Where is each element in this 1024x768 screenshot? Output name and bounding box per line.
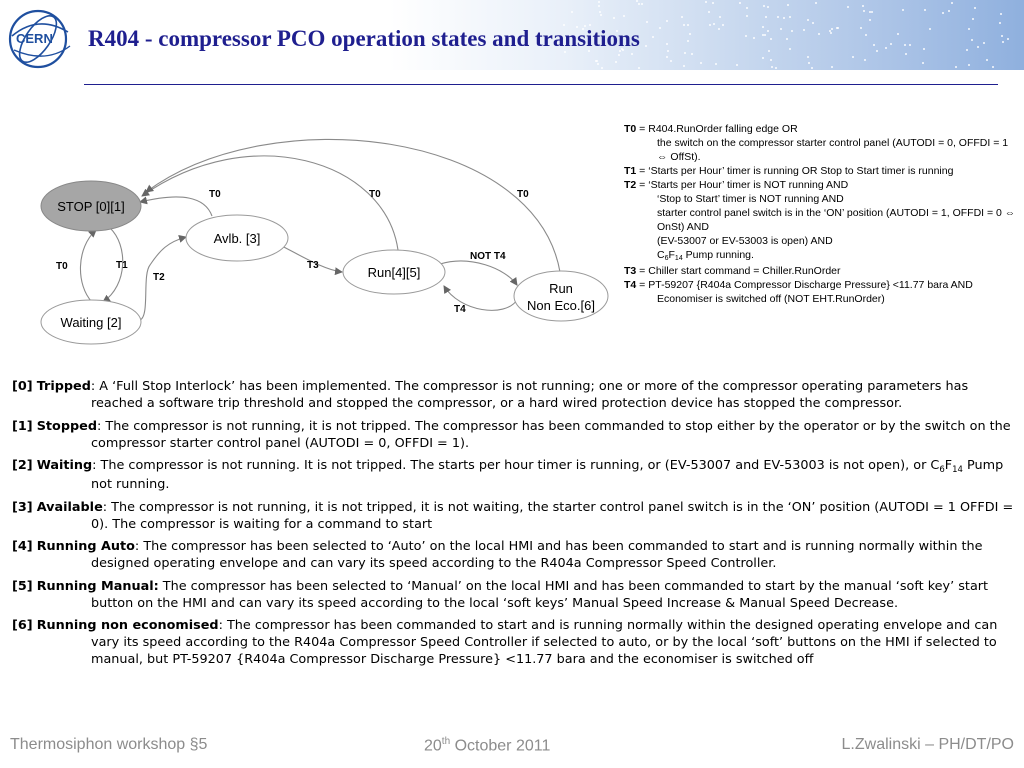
banner-speck <box>955 66 957 68</box>
banner-speck <box>977 46 979 48</box>
banner-speck <box>807 56 809 58</box>
banner-speck <box>666 56 668 58</box>
banner-speck <box>1001 35 1003 37</box>
banner-speck <box>876 50 878 52</box>
def-t4: T4 = PT-59207 {R404a Compressor Discharge Pressure} <11.77 bara AND <box>624 279 973 291</box>
def-t3: T3 = Chiller start command = Chiller.RunOrder <box>624 265 841 277</box>
banner-speck <box>719 16 721 18</box>
banner-speck <box>905 53 907 55</box>
banner-speck <box>708 11 710 13</box>
def-t0: T0 = R404.RunOrder falling edge OR <box>624 123 798 135</box>
banner-speck <box>924 9 926 11</box>
banner-speck <box>771 66 773 68</box>
banner-speck <box>571 11 573 13</box>
def-t1: T1 = ‘Starts per Hour’ timer is running OR Stop to Start timer is running <box>624 165 954 177</box>
banner-speck <box>885 47 887 49</box>
banner-speck <box>746 7 748 9</box>
banner-speck <box>713 23 715 25</box>
banner-speck <box>783 17 785 19</box>
banner-speck <box>873 44 875 46</box>
state-diagram <box>0 100 620 365</box>
banner-speck <box>700 62 702 64</box>
label-t1-stop-waiting: T1 <box>116 260 128 271</box>
banner-speck <box>815 2 817 4</box>
banner-speck <box>615 61 617 63</box>
banner-speck <box>999 22 1001 24</box>
label-t0-run6-stop: T0 <box>517 189 529 200</box>
banner-speck <box>770 59 772 61</box>
banner-speck <box>745 35 747 37</box>
banner-speck <box>836 27 838 29</box>
footer-date: 20th October 2011 <box>424 736 551 755</box>
banner-speck <box>807 19 809 21</box>
banner-speck <box>762 34 764 36</box>
banner-speck <box>971 39 973 41</box>
banner-speck <box>789 16 791 18</box>
banner-speck <box>831 66 833 68</box>
banner-speck <box>762 26 764 28</box>
banner-speck <box>598 1 600 3</box>
banner-speck <box>986 59 988 61</box>
banner-speck <box>636 0 638 2</box>
banner-speck <box>595 60 597 62</box>
banner-speck <box>972 18 974 20</box>
banner-speck <box>705 1 707 3</box>
banner-speck <box>739 2 741 4</box>
state-stop <box>41 181 141 231</box>
banner-speck <box>681 16 683 18</box>
def-t0-continued: the switch on the compressor starter control panel (AUTODI = 0, OFFDI = 1 ⇔ OffSt). <box>657 137 1009 163</box>
banner-speck <box>929 28 931 30</box>
banner-speck <box>871 11 873 13</box>
banner-speck <box>1007 38 1009 40</box>
banner-speck <box>951 2 953 4</box>
banner-speck <box>983 42 985 44</box>
label-not-t4: NOT T4 <box>470 251 506 262</box>
def-t2-line3: starter control panel switch is in the ‘ON’ position (AUTODI = 1, OFFDI = 0 ⇔ OnSt) AND <box>657 207 1016 233</box>
banner-speck <box>618 54 620 56</box>
footer-author: L.Zwalinski – PH/DT/PO <box>841 736 1014 753</box>
banner-speck <box>897 33 899 35</box>
def-t2-line4: (EV-53007 or EV-53003 is open) AND <box>657 235 833 247</box>
state-desc-stopped: [1] Stopped: The compressor is not running, it is not tripped. The compressor has been commanded to stop either by the operator or by the switch on the compressor starter control panel (AUTODI = 0, OFFDI = 1). <box>12 418 1011 451</box>
banner-speck <box>818 33 820 35</box>
banner-speck <box>803 29 805 31</box>
banner-speck <box>787 4 789 6</box>
banner-speck <box>770 38 772 40</box>
banner-speck <box>764 34 766 36</box>
banner-speck <box>712 2 714 4</box>
banner-speck <box>847 6 849 8</box>
banner-speck <box>753 37 755 39</box>
def-t2-line5: C6F14 Pump running. <box>657 249 754 262</box>
banner-speck <box>890 43 892 45</box>
banner-speck <box>948 10 950 12</box>
banner-speck <box>811 67 813 69</box>
banner-speck <box>864 59 866 61</box>
banner-speck <box>641 3 643 5</box>
banner-speck <box>830 32 832 34</box>
banner-speck <box>992 66 994 68</box>
banner-speck <box>598 5 600 7</box>
state-desc-running-manual: [5] Running Manual: The compressor has been selected to ‘Manual’ on the local HMI and has been commanded to start by the manual ‘soft key’ start button on the HMI and can vary its speed according to the local ‘soft keys’ Manual Speed Increase & Manual Speed Decrease. <box>12 578 989 611</box>
label-t0-waiting-stop: T0 <box>56 261 68 272</box>
banner-speck <box>638 67 640 69</box>
banner-speck <box>789 48 791 50</box>
banner-speck <box>791 30 793 32</box>
banner-speck <box>860 27 862 29</box>
banner-speck <box>613 17 615 19</box>
arrow-waiting-to-stop <box>80 230 96 302</box>
banner-speck <box>691 53 693 55</box>
banner-speck <box>902 9 904 11</box>
state-desc-running-non-economised: [6] Running non economised: The compressor has been commanded to start and is running normally within the designed operating envelope and can vary its speed according to the R404a Compressor Speed Controller if selected to auto, or by the local ‘soft’ buttons on the HMI if selected to manual, but PT-59207 {R404a Compressor Discharge Pressure} <11.77 bara and the economiser is switched off <box>12 618 998 667</box>
label-t3-avlb-run: T3 <box>307 260 319 271</box>
banner-speck <box>601 67 603 69</box>
state-avlb-label: Avlb. [3] <box>213 231 261 246</box>
banner-speck <box>599 11 601 13</box>
banner-speck <box>631 53 633 55</box>
banner-speck <box>767 30 769 32</box>
label-t4: T4 <box>454 304 466 315</box>
banner-speck <box>683 65 685 67</box>
banner-speck <box>904 44 906 46</box>
state-stop-label: STOP [0][1] <box>57 199 125 214</box>
banner-speck <box>808 62 810 64</box>
page-title: R404 - compressor PCO operation states and transitions <box>88 26 640 51</box>
footer <box>0 736 1024 762</box>
state-desc-available: [3] Available: The compressor is not running, it is not tripped, it is not waiting, the starter control panel switch is in the ‘ON’ position (AUTODI = 1 OFFDI = 0). The compressor is waiting for a command to start <box>12 499 1014 532</box>
banner-speck <box>775 67 777 69</box>
arrow-run45-to-run6 <box>440 261 517 285</box>
banner-speck <box>862 5 864 7</box>
cern-logo <box>6 6 74 72</box>
banner-speck <box>646 21 648 23</box>
state-desc-running-auto: [4] Running Auto: The compressor has been selected to ‘Auto’ on the local HMI and has been commanded to start and is running normally within the designed operating envelope and can vary its speed according to the R404a Compressor Speed Controller. <box>12 539 983 571</box>
banner-speck <box>837 27 839 29</box>
banner-speck <box>1002 41 1004 43</box>
banner-speck <box>968 28 970 30</box>
banner-speck <box>666 20 668 22</box>
banner-speck <box>786 38 788 40</box>
transition-definitions <box>624 122 1016 306</box>
banner-speck <box>923 48 925 50</box>
banner-speck <box>968 64 970 66</box>
state-run6-label-line1: Run <box>549 281 573 296</box>
state-descriptions <box>12 378 1016 674</box>
label-t0-run-stop: T0 <box>369 189 381 200</box>
state-run45 <box>343 250 445 294</box>
def-t2-line2: ‘Stop to Start’ timer is NOT running AND <box>657 193 844 205</box>
banner-speck <box>597 63 599 65</box>
title-divider <box>84 84 998 85</box>
banner-speck <box>777 16 779 18</box>
banner-speck <box>922 62 924 64</box>
banner-speck <box>966 49 968 51</box>
label-t2-waiting-avlb: T2 <box>153 272 165 283</box>
state-waiting-label: Waiting [2] <box>60 315 122 330</box>
banner-speck <box>869 19 871 21</box>
banner-speck <box>1000 13 1002 15</box>
state-run45-label: Run[4][5] <box>367 265 421 280</box>
banner-speck <box>909 44 911 46</box>
banner-speck <box>638 3 640 5</box>
banner-speck <box>600 14 602 16</box>
banner-speck <box>736 64 738 66</box>
banner-speck <box>780 28 782 30</box>
arrow-avlb-to-stop <box>140 197 212 216</box>
banner-speck <box>767 6 769 8</box>
banner-speck <box>765 16 767 18</box>
state-run6 <box>514 271 608 321</box>
banner-speck <box>763 5 765 7</box>
banner-speck <box>768 50 770 52</box>
state-avlb <box>186 215 288 261</box>
banner-speck <box>670 60 672 62</box>
label-t0-avlb-stop: T0 <box>209 189 221 200</box>
banner-speck <box>865 34 867 36</box>
banner-speck <box>974 7 976 9</box>
state-desc-tripped: [0] Tripped: A ‘Full Stop Interlock’ has been implemented. The compressor is not running; one or more of the compressor operating parameters has reached a software trip threshold and stopped the compressor, or a hard wired protection device has stopped the compressor. <box>12 379 969 411</box>
state-desc-waiting: [2] Waiting: The compressor is not running. It is not tripped. The starts per hour timer is running, or (EV-53007 and EV-53003 is not open), or $C_6F_{14}$ Pump not running. <box>12 458 1004 492</box>
def-t2: T2 = ‘Starts per Hour’ timer is NOT running AND <box>624 179 849 191</box>
logo-text: CERN <box>16 31 53 46</box>
banner-speck <box>942 12 944 14</box>
state-run6-label-line2: Non Eco.[6] <box>527 298 595 313</box>
banner-speck <box>746 15 748 17</box>
banner-speck <box>684 52 686 54</box>
footer-workshop: Thermosiphon workshop §5 <box>10 736 208 753</box>
banner-speck <box>623 15 625 17</box>
banner-speck <box>762 57 764 59</box>
banner-speck <box>812 22 814 24</box>
def-t4-continued: Economiser is switched off (NOT EHT.RunOrder) <box>657 293 885 305</box>
banner-speck <box>715 63 717 65</box>
banner-speck <box>863 10 865 12</box>
state-waiting <box>41 300 141 344</box>
banner-speck <box>852 56 854 58</box>
